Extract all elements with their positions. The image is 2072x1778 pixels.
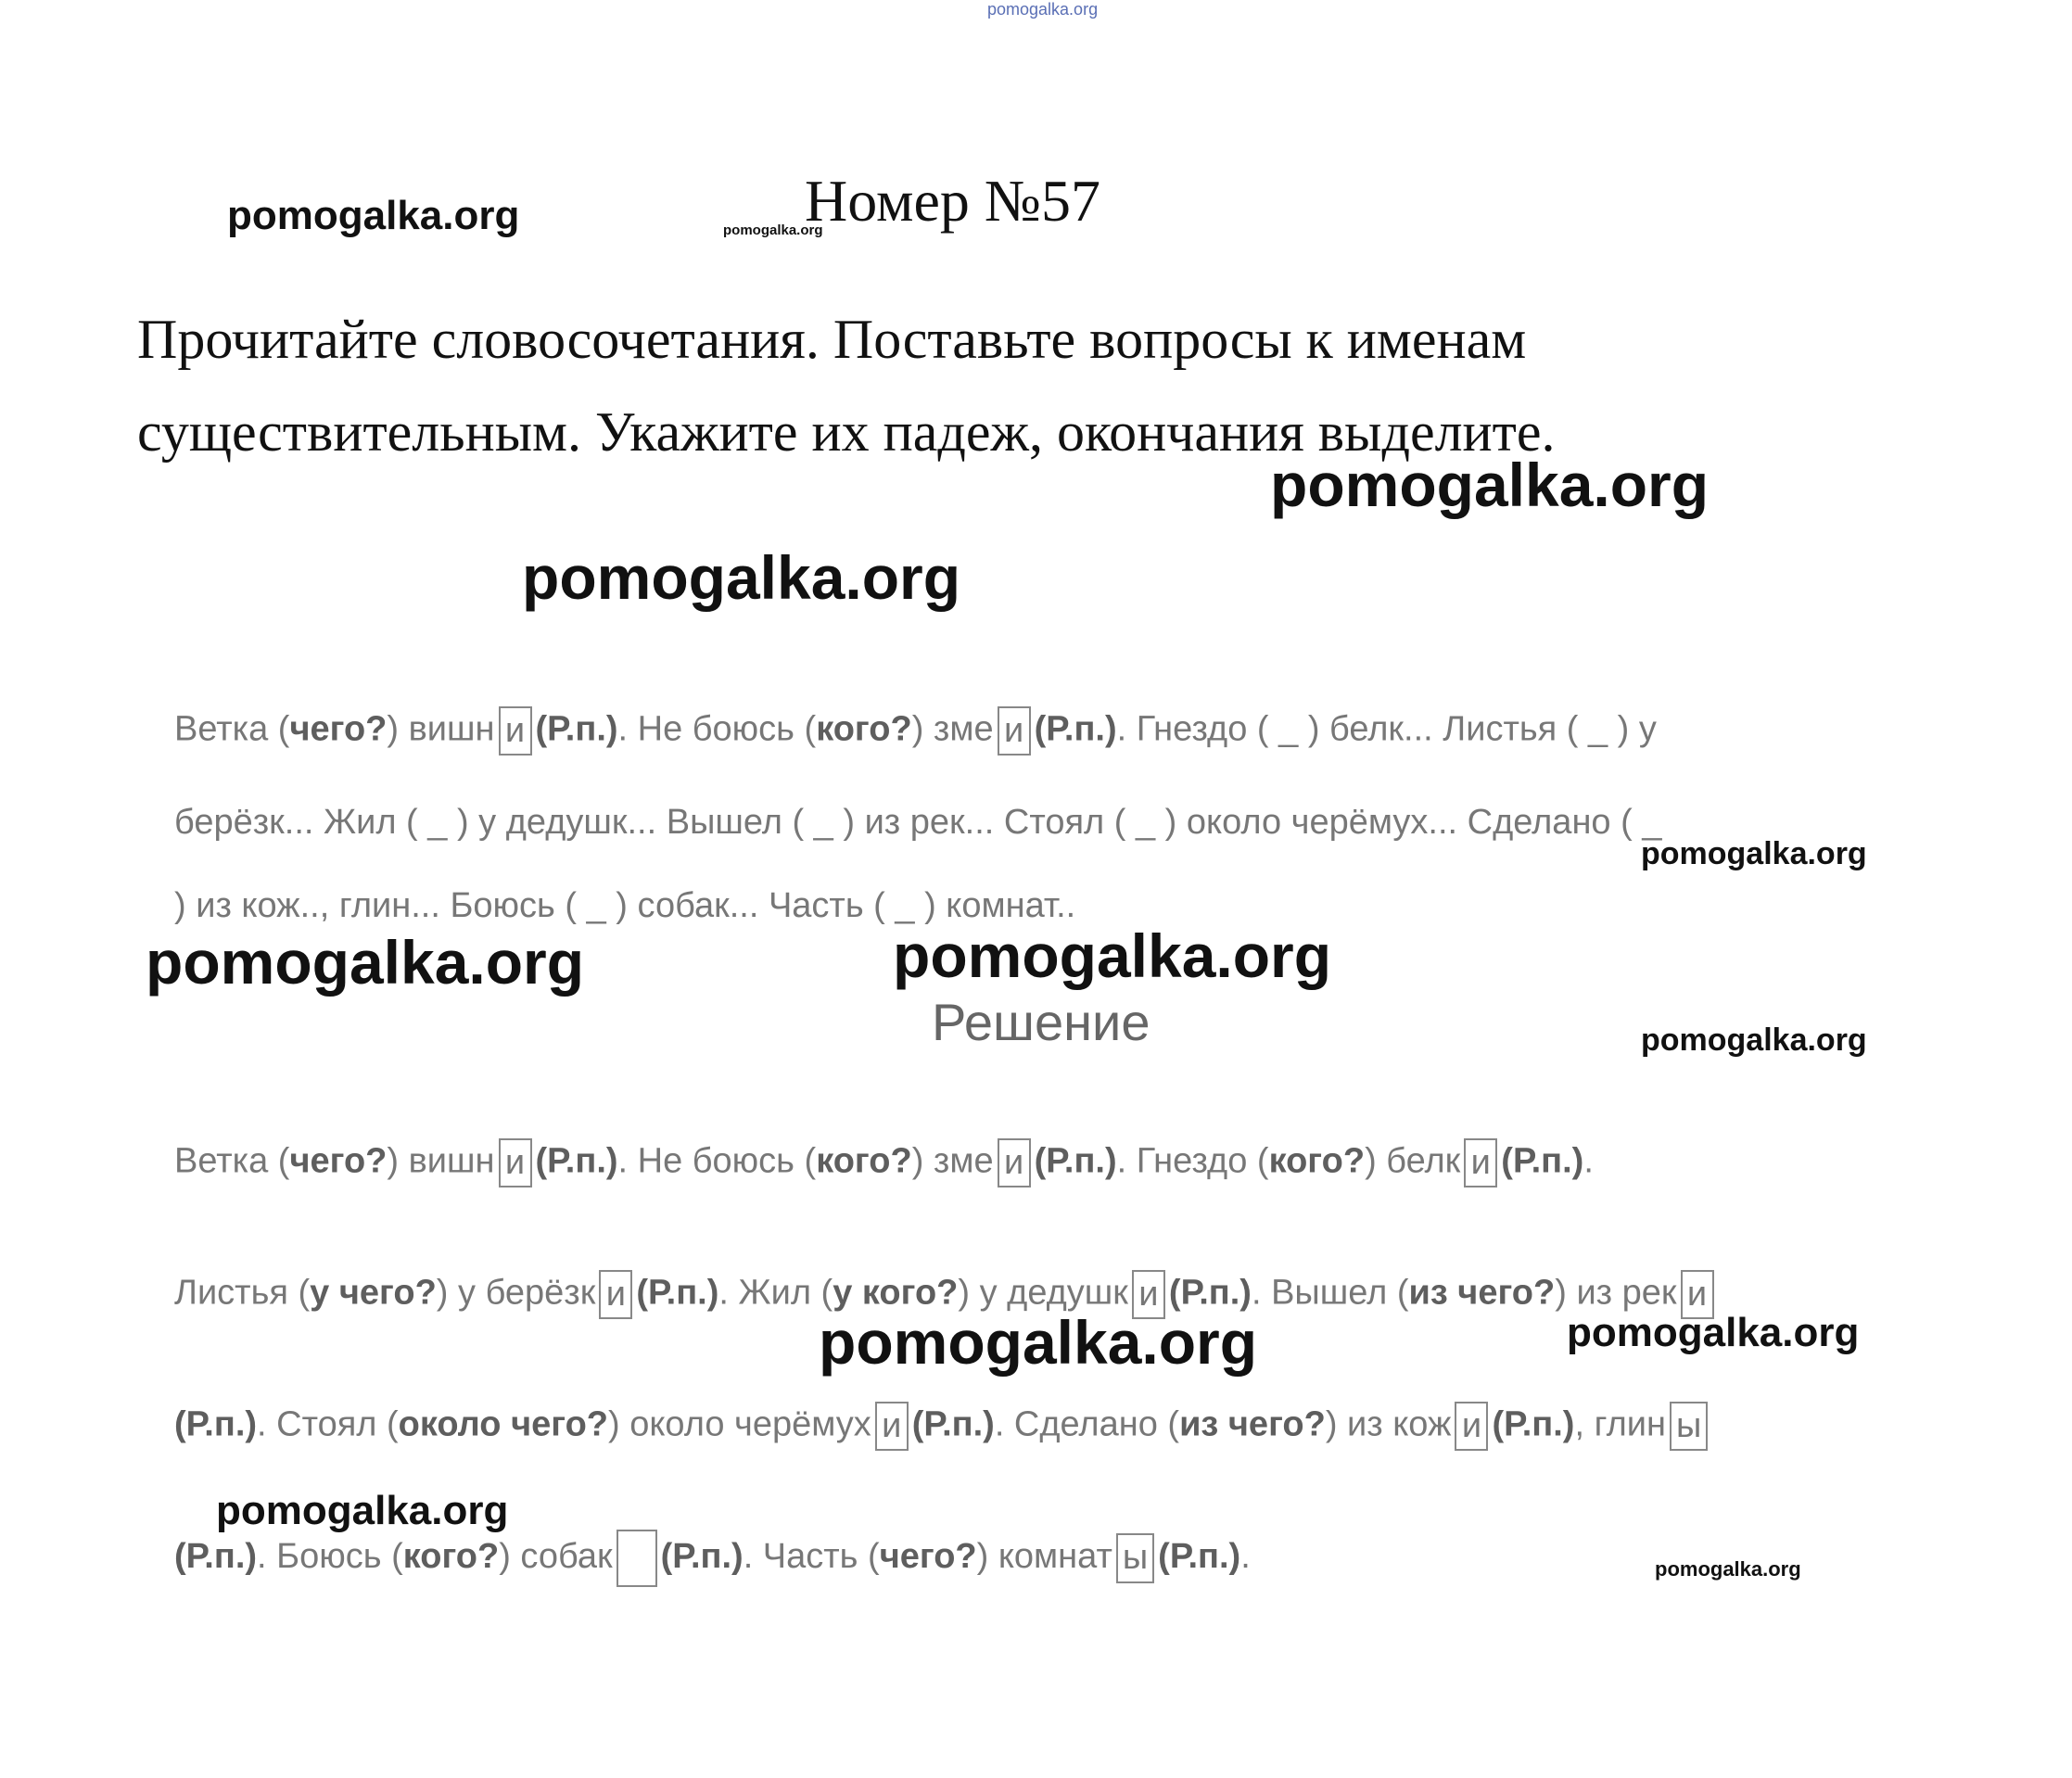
text: . Вышел (: [1251, 1273, 1409, 1313]
watermark: pomogalka.org: [227, 193, 520, 238]
watermark: pomogalka.org: [1641, 1022, 1867, 1058]
text: . Жил (: [718, 1273, 833, 1313]
solution-title: Решение: [932, 993, 1150, 1051]
text: . Сделано (: [994, 1404, 1180, 1444]
watermark: pomogalka.org: [216, 1488, 509, 1533]
question: из чего?: [1408, 1273, 1556, 1313]
case-label: (Р.п.): [535, 709, 618, 749]
question: около чего?: [398, 1404, 609, 1444]
task-line: Прочитайте словосочетания. Поставьте вопросы к именам: [137, 309, 1527, 370]
text: . Гнездо (: [1116, 1141, 1269, 1181]
case-label: (Р.п.): [636, 1273, 719, 1313]
text: . Гнездо ( _ ) белк... Листья ( _ ) у: [1116, 709, 1657, 749]
watermark: pomogalka.org: [1641, 836, 1867, 871]
watermark: pomogalka.org: [1655, 1557, 1801, 1581]
text: ) собак: [499, 1537, 613, 1577]
question: у чего?: [310, 1273, 437, 1313]
question: чего?: [289, 709, 388, 749]
case-label: (Р.п.): [174, 1537, 258, 1577]
case-label: (Р.п.): [535, 1141, 618, 1181]
text: . Не боюсь (: [617, 1141, 817, 1181]
ending-box: и: [1455, 1402, 1488, 1451]
watermark: pomogalka.org: [1567, 1310, 1860, 1355]
watermark: pomogalka.org: [522, 543, 961, 612]
case-label: (Р.п.): [1501, 1141, 1584, 1181]
watermark: pomogalka.org: [146, 928, 585, 997]
ending-box: и: [998, 1138, 1031, 1187]
case-label: (Р.п.): [911, 1404, 995, 1444]
page-title: Номер №57: [805, 168, 1100, 234]
exercise-line: берёзк... Жил ( _ ) у дедушк... Вышел ( _ ) из рек... Стоял ( _ ) около черёмух... Сделано ( _: [174, 803, 1662, 842]
text: ) около черёмух: [608, 1404, 871, 1444]
question: чего?: [879, 1537, 977, 1577]
watermark: pomogalka.org: [819, 1308, 1258, 1377]
text: . Не боюсь (: [617, 709, 817, 749]
ending-box: и: [1132, 1270, 1165, 1319]
exercise-line: [174, 706, 1657, 756]
text: Листья (: [174, 1273, 311, 1313]
text: ) комнат: [976, 1537, 1112, 1577]
case-label: (Р.п.): [660, 1537, 744, 1577]
text: ) белк: [1365, 1141, 1461, 1181]
watermark: pomogalka.org: [1270, 451, 1710, 519]
text: ) вишн: [387, 1141, 495, 1181]
text: ) у берёзк: [436, 1273, 596, 1313]
text: . Боюсь (: [257, 1537, 403, 1577]
case-label: (Р.п.): [1034, 709, 1117, 749]
text: ) из кож: [1325, 1404, 1452, 1444]
solution-line: [174, 1138, 1594, 1187]
ending-box: и: [998, 706, 1031, 756]
text: , глин: [1574, 1404, 1666, 1444]
exercise-line: ) из кож.., глин... Боюсь ( _ ) собак... Часть ( _ ) комнат..: [174, 886, 1076, 925]
case-label: (Р.п.): [1492, 1404, 1575, 1444]
case-label: (Р.п.): [174, 1404, 258, 1444]
text: .: [1583, 1141, 1594, 1181]
question: кого?: [402, 1537, 500, 1577]
empty-ending-box: [617, 1530, 657, 1587]
question: кого?: [1268, 1141, 1366, 1181]
small-watermark: pomogalka.org: [723, 222, 823, 238]
ending-box: и: [499, 706, 532, 756]
solution-line: [174, 1530, 1251, 1587]
case-label: (Р.п.): [1034, 1141, 1117, 1181]
text: . Стоял (: [257, 1404, 399, 1444]
case-label: (Р.п.): [1158, 1537, 1241, 1577]
question: кого?: [816, 709, 912, 749]
text: ) из рек: [1555, 1273, 1677, 1313]
ending-box: и: [1681, 1270, 1714, 1319]
task-line: существительным. Укажите их падеж, окончания выделите.: [137, 401, 1556, 463]
text: ) вишн: [387, 709, 495, 749]
text: Ветка (: [174, 1141, 290, 1181]
ending-box: и: [599, 1270, 632, 1319]
question: кого?: [816, 1141, 912, 1181]
text: Ветка (: [174, 709, 290, 749]
top-watermark: pomogalka.org: [987, 0, 1099, 19]
ending-box: и: [1464, 1138, 1497, 1187]
solution-line: [174, 1402, 1711, 1451]
watermark: pomogalka.org: [893, 921, 1332, 990]
ending-box: ы: [1116, 1533, 1154, 1582]
ending-box: и: [875, 1402, 909, 1451]
text: . Часть (: [743, 1537, 880, 1577]
question: чего?: [289, 1141, 388, 1181]
ending-box: ы: [1670, 1402, 1708, 1451]
question: у кого?: [833, 1273, 959, 1313]
ending-box: и: [499, 1138, 532, 1187]
text: ) у дедушк: [958, 1273, 1128, 1313]
text: ) зме: [911, 709, 994, 749]
case-label: (Р.п.): [1168, 1273, 1252, 1313]
question: из чего?: [1179, 1404, 1326, 1444]
text: .: [1240, 1537, 1251, 1577]
text: ) зме: [911, 1141, 994, 1181]
